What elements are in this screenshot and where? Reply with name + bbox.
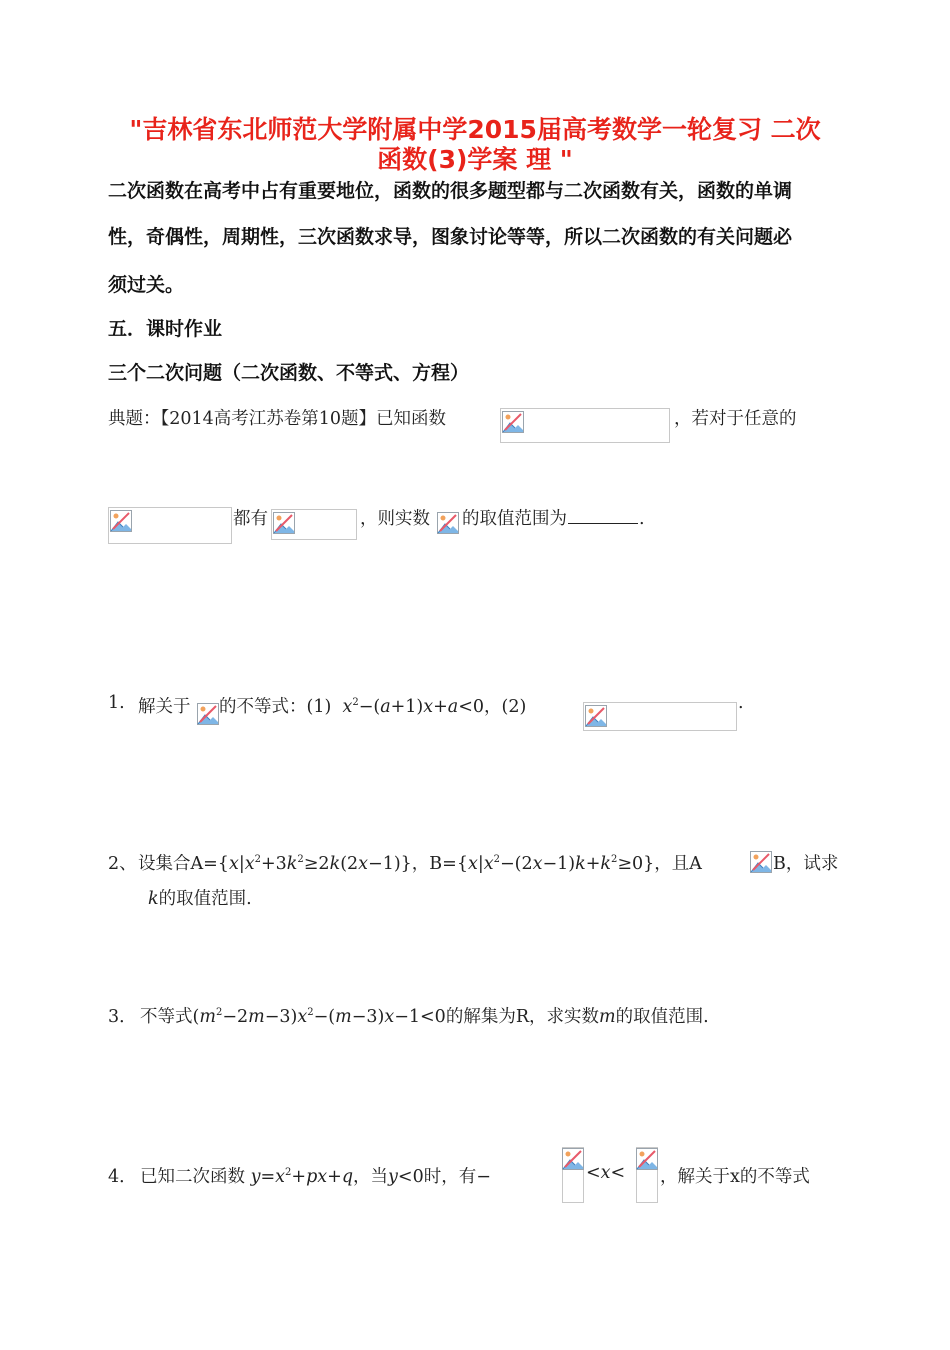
q2-seg: 的取值范围. bbox=[158, 889, 252, 909]
question-4-fraction-image-1 bbox=[562, 1147, 584, 1203]
q3-seg: −3) bbox=[351, 1007, 385, 1027]
example-prefix: 典题：【2014高考江苏卷第10题】已知函数 bbox=[108, 409, 447, 429]
q2-seg: 设集合A={ bbox=[138, 854, 229, 874]
q3-m: m bbox=[199, 1007, 216, 1027]
q1-a-part: −(a+1) bbox=[358, 697, 424, 717]
broken-image-icon bbox=[585, 705, 607, 727]
broken-image-icon bbox=[197, 703, 219, 725]
question-1-inequality-image bbox=[583, 702, 737, 731]
sub-heading: 三个二次问题（二次函数、不等式、方程） bbox=[108, 362, 470, 384]
q4-seg: < bbox=[586, 1163, 601, 1183]
q4-y: y bbox=[388, 1167, 398, 1187]
q2-k: k bbox=[148, 889, 159, 909]
q2-seg: −1)}，B={ bbox=[368, 854, 468, 874]
q2-sup: 2 bbox=[297, 854, 304, 865]
question-1-text-a: 解关于 bbox=[138, 697, 191, 717]
q2-seg: ≥0}，且A bbox=[617, 854, 702, 874]
broken-image-icon bbox=[750, 851, 772, 873]
example-range bbox=[462, 505, 645, 530]
broken-image-icon bbox=[502, 411, 524, 433]
q2-k: k bbox=[329, 854, 341, 874]
q3-m: m bbox=[599, 1007, 616, 1027]
q4-seg: = bbox=[260, 1167, 276, 1187]
q2-sup: 2 bbox=[611, 854, 618, 865]
q2-seg: + bbox=[585, 854, 601, 874]
q3-m: m bbox=[248, 1007, 265, 1027]
q2-bar: | bbox=[477, 854, 484, 874]
q3-sup: 2 bbox=[307, 1007, 314, 1018]
section-heading: 五．课时作业 bbox=[108, 318, 223, 340]
example-after-function: ，若对于任意的 bbox=[674, 409, 797, 429]
question-2-subset-image bbox=[750, 851, 772, 875]
q3-seg: −3) bbox=[264, 1007, 298, 1027]
q2-k: k bbox=[600, 854, 611, 874]
question-1-text-b bbox=[219, 693, 526, 718]
q2-sup: 2 bbox=[493, 854, 500, 865]
q3-seg: 不等式( bbox=[140, 1007, 200, 1027]
question-3-number: 3． bbox=[108, 1007, 137, 1027]
q3-x: x bbox=[384, 1007, 395, 1027]
q3-seg: −2 bbox=[222, 1007, 249, 1027]
q2-x: x bbox=[358, 854, 369, 874]
intro-line-1: 二次函数在高考中占有重要地位，函数的很多题型都与二次函数有关，函数的单调 bbox=[108, 180, 793, 202]
q2-x: x bbox=[532, 854, 543, 874]
example-variable-image bbox=[437, 512, 461, 536]
question-2-text bbox=[138, 850, 702, 875]
q3-seg: −( bbox=[313, 1007, 336, 1027]
document-title-line-1: "吉林省东北师范大学附属中学2015届高考数学一轮复习 二次 bbox=[129, 115, 821, 144]
broken-image-icon bbox=[273, 512, 295, 534]
q2-seg: +3 bbox=[260, 854, 287, 874]
q3-x: x bbox=[297, 1007, 308, 1027]
q3-seg: −1<0的解集为R，求实数 bbox=[394, 1007, 599, 1027]
q3-seg: 的取值范围. bbox=[615, 1007, 709, 1027]
question-1-number: 1. bbox=[108, 693, 125, 713]
q3-m: m bbox=[335, 1007, 352, 1027]
q2-seg: −1) bbox=[542, 854, 576, 874]
q2-seg: −(2 bbox=[499, 854, 533, 874]
q4-seg: 已知二次函数 bbox=[140, 1167, 245, 1187]
question-1-label: 的不等式：(1) bbox=[219, 697, 332, 717]
question-3-text bbox=[140, 1003, 709, 1028]
example-condition-image bbox=[271, 509, 357, 540]
q4-sup: 2 bbox=[285, 1167, 292, 1178]
question-1-end: . bbox=[738, 693, 744, 713]
q4-seg: ，当 bbox=[353, 1167, 389, 1187]
question-2-number: 2、 bbox=[108, 854, 137, 874]
q4-q: q bbox=[341, 1167, 354, 1187]
q2-seg: ≥2 bbox=[303, 854, 330, 874]
q1-part-2-label: <0，(2) bbox=[458, 697, 527, 717]
q2-x: x bbox=[467, 854, 478, 874]
q1-sup: 2 bbox=[352, 697, 359, 708]
broken-image-icon bbox=[437, 512, 459, 534]
question-2-text-end: B，试求 bbox=[773, 854, 839, 874]
q4-y: y bbox=[250, 1167, 261, 1187]
q2-x: x bbox=[483, 854, 494, 874]
broken-image-icon bbox=[636, 1148, 658, 1170]
question-2-line-2 bbox=[148, 885, 252, 910]
intro-line-2: 性，奇偶性，周期性，三次函数求导，图象讨论等等，所以二次函数的有关问题必 bbox=[108, 226, 793, 248]
question-4-middle bbox=[586, 1163, 625, 1183]
question-4-fraction-image-2 bbox=[636, 1147, 658, 1203]
example-domain-image bbox=[108, 507, 232, 544]
q2-bar: | bbox=[238, 854, 245, 874]
q4-seg: + bbox=[291, 1167, 307, 1187]
broken-image-icon bbox=[562, 1148, 584, 1170]
question-1-variable-image bbox=[197, 703, 219, 727]
example-end: . bbox=[639, 509, 645, 529]
q4-px: px bbox=[306, 1167, 328, 1187]
question-4-text bbox=[140, 1163, 491, 1188]
q4-seg: < bbox=[610, 1163, 626, 1183]
q3-sup: 2 bbox=[215, 1007, 223, 1018]
q2-sup: 2 bbox=[254, 854, 261, 865]
q4-x: x bbox=[600, 1163, 611, 1183]
q1-a: a bbox=[447, 697, 459, 717]
q2-x: x bbox=[244, 854, 255, 874]
q1-x2: x bbox=[423, 697, 434, 717]
q4-seg: <0时，有− bbox=[397, 1167, 491, 1187]
q4-seg: + bbox=[327, 1167, 342, 1187]
q1-x: x bbox=[342, 697, 353, 717]
question-4-number: 4． bbox=[108, 1167, 137, 1187]
example-dou-you: 都有 bbox=[233, 509, 268, 529]
q2-x: x bbox=[228, 854, 239, 874]
q2-k: k bbox=[286, 854, 298, 874]
example-range-text: 的取值范围为 bbox=[462, 509, 567, 529]
document-title-line-2: 函数(3)学案 理 " bbox=[377, 145, 573, 174]
q4-x: x bbox=[275, 1167, 286, 1187]
example-after-condition: ，则实数 bbox=[360, 509, 430, 529]
q2-k: k bbox=[575, 854, 586, 874]
example-function-image bbox=[500, 408, 670, 443]
q1-plus: + bbox=[433, 697, 448, 717]
answer-blank[interactable] bbox=[568, 509, 638, 524]
broken-image-icon bbox=[110, 510, 132, 532]
intro-line-3: 须过关。 bbox=[108, 274, 185, 296]
question-4-text-end: ，解关于x的不等式 bbox=[660, 1167, 810, 1187]
q2-seg: (2 bbox=[340, 854, 359, 874]
